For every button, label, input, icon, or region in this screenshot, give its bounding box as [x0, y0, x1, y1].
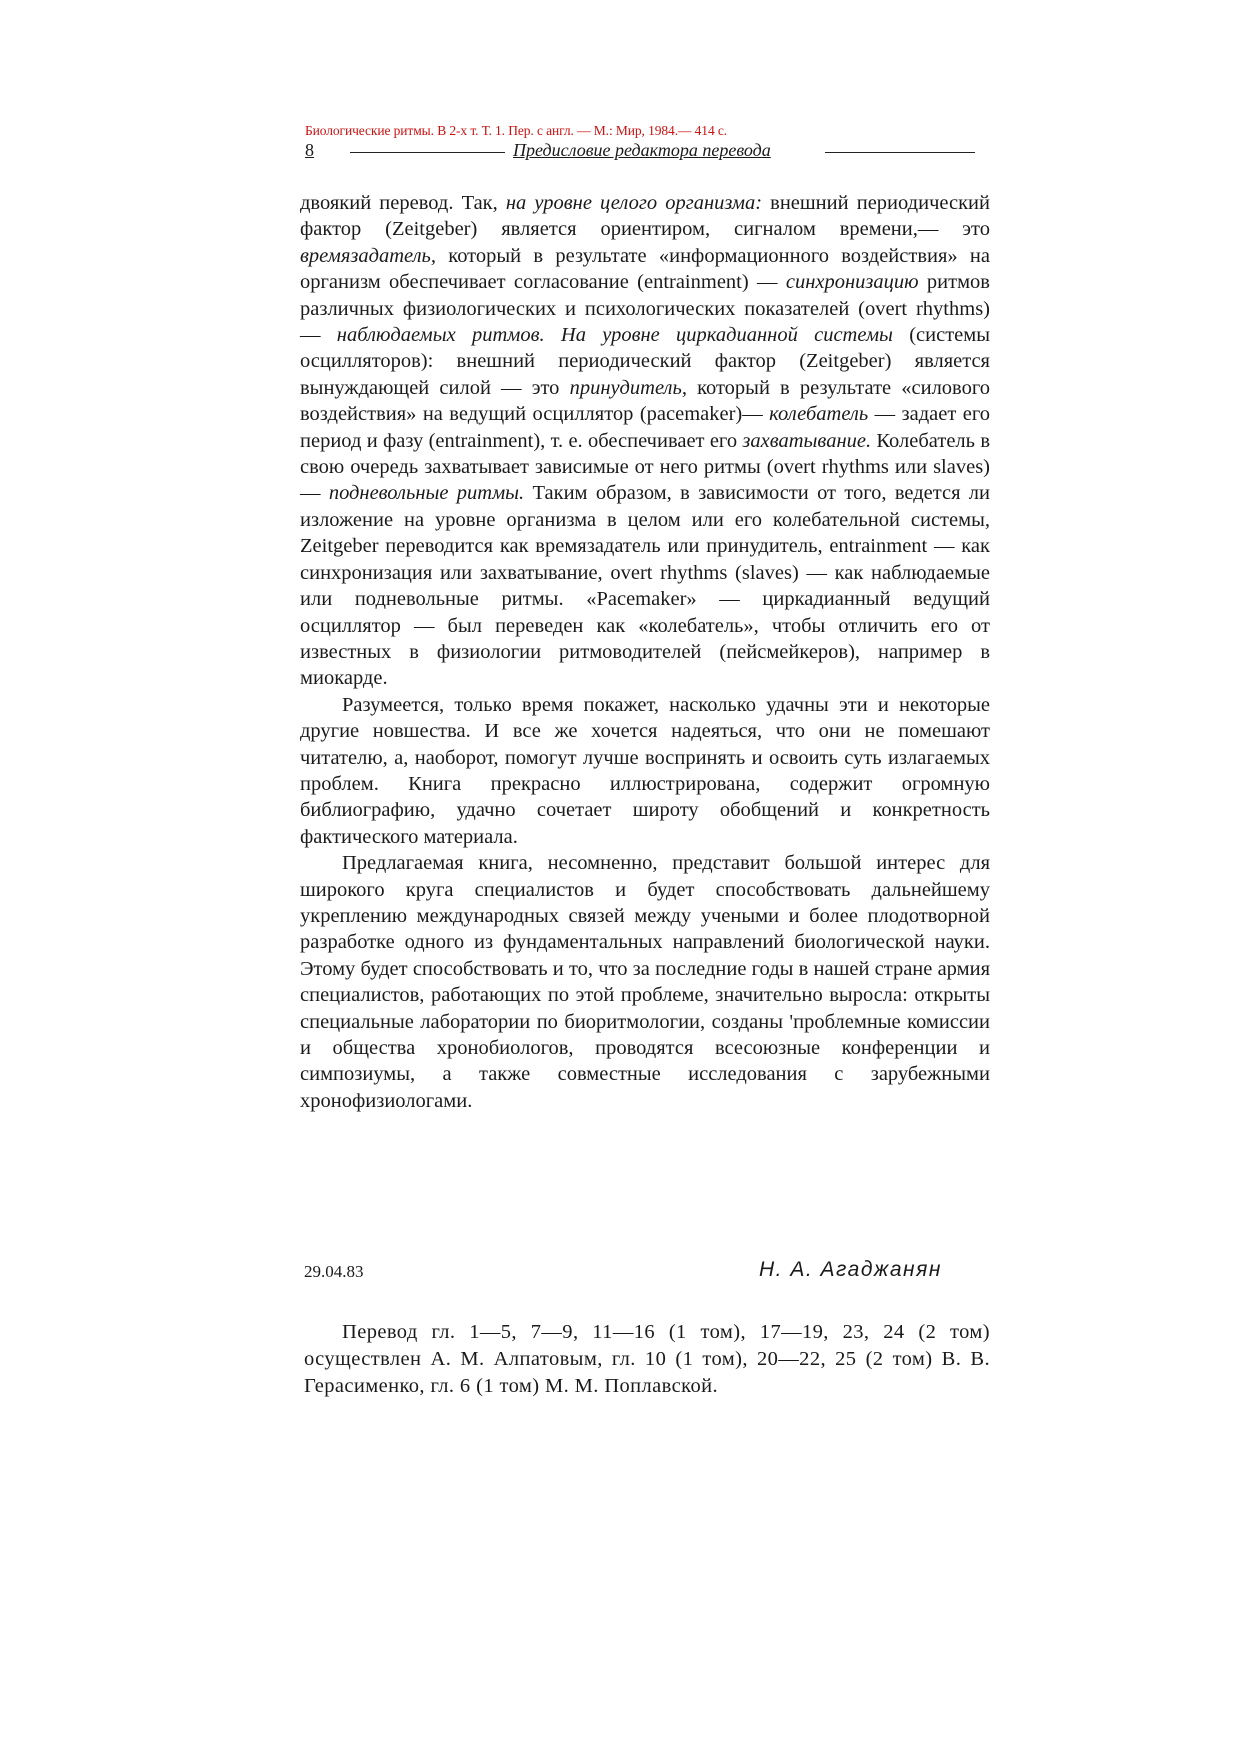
- header-rule-left: [350, 152, 505, 153]
- translation-credits: Перевод гл. 1—5, 7—9, 11—16 (1 том), 17—19, 23, 24 (2 том) осуществлен А. М. Алпатовым, гл. 10 (1 том), 20—22, 25 (2 том) В. В. Герасименко, гл. 6 (1 том) М. М. Поплавской.: [304, 1320, 990, 1397]
- paragraph-conclusion: Предлагаемая книга, несомненно, представит большой интерес для широкого круга специалистов и будет способствовать дальнейшему укреплению международных связей между учеными и более плодотворной разработке одного из фундаментальных направлений биологической науки. Этому будет способствовать и то, что за последние годы в нашей стране армия специалистов, работающих по этой проблеме, значительно выросла: открыты специальные лаборатории по биоритмологии, созданы 'проблемные комиссии и общества хронобиологов, проводятся всесоюзные конференции и симпозиумы, а также совместные исследования с зарубежными хронофизиологами.: [300, 852, 990, 1112]
- text-run: Колебатель в свою очередь захватывает зависимые от него ритмы (overt rhythms или slaves) —: [300, 429, 990, 505]
- text-run: ритмов различных физиологических и психологических показателей (overt rhythms) —: [300, 271, 990, 347]
- italic-term: синхронизацию: [785, 271, 919, 294]
- italic-term: захватывание.: [742, 429, 872, 452]
- paragraph-assessment: Разумеется, только время покажет, насколько удачны эти и некоторые другие новшества. И все же хочется надеяться, что они не помешают читателю, а, наоборот, помогут лучше воспринять и освоить суть излагаемых проблем. Книга прекрасно иллюстрирована, содержит огромную библиографию, удачно сочетает широту обобщений и конкретность фактического материала.: [300, 693, 990, 848]
- text-run: двоякий перевод. Так,: [300, 192, 506, 214]
- signature-block: [304, 1258, 964, 1288]
- text-run: Таким образом, в зависимости от того, ведется ли изложение на уровне организма в целом или его колебательной системы, Zeitgeber переводится как времязадатель или принудитель, entrainment — как синхронизация или захватывание, overt rhythms (slaves) — как наблюдаемые или подневольные ритмы. «Pacemaker» — циркадианный ведущий осциллятор — был переведен как «колебатель», чтобы отличить его от известных в физиологии ритмоводителей (пейсмейкеров), например в миокарде.: [300, 482, 991, 690]
- italic-term: наблюдаемых ритмов. На уровне циркадианной системы: [336, 324, 893, 347]
- italic-term: на уровне целого организма:: [505, 192, 763, 214]
- text-run: внешний периодический фактор (Zeitgeber) является ориентиром, сигналом времени,— это: [300, 192, 990, 241]
- header-rule-right: [825, 152, 975, 153]
- text-run: (системы осцилляторов): внешний периодический фактор (Zeitgeber) является вынуждающей силой — это: [300, 324, 991, 399]
- body-text: [300, 190, 990, 1114]
- source-citation: Биологические ритмы. В 2-х т. Т. 1. Пер. с англ. — М.: Мир, 1984.— 414 с.: [305, 123, 728, 138]
- italic-term: подневольные ритмы.: [328, 482, 525, 505]
- italic-term: принудитель,: [569, 376, 687, 399]
- signature-date: 29.04.83: [304, 1262, 364, 1281]
- italic-term: времязадатель,: [300, 244, 437, 267]
- text-run: который в результате «силового воздействия» на ведущий осциллятор (pacemaker)—: [300, 376, 990, 426]
- text-run: который в результате «информационного воздействия» на организм обеспечивает согласование (entrainment) —: [300, 244, 990, 294]
- running-head-title: Предисловие редактора перевода: [513, 140, 771, 160]
- italic-term: колебатель: [769, 403, 869, 426]
- paragraph-translation-terms: [300, 190, 990, 692]
- page-number: 8: [305, 140, 314, 160]
- text-run: — задает его период и фазу (entrainment), т. е. обеспечивает его: [300, 403, 990, 452]
- signature-author: Н. А. Агаджанян: [759, 1258, 942, 1281]
